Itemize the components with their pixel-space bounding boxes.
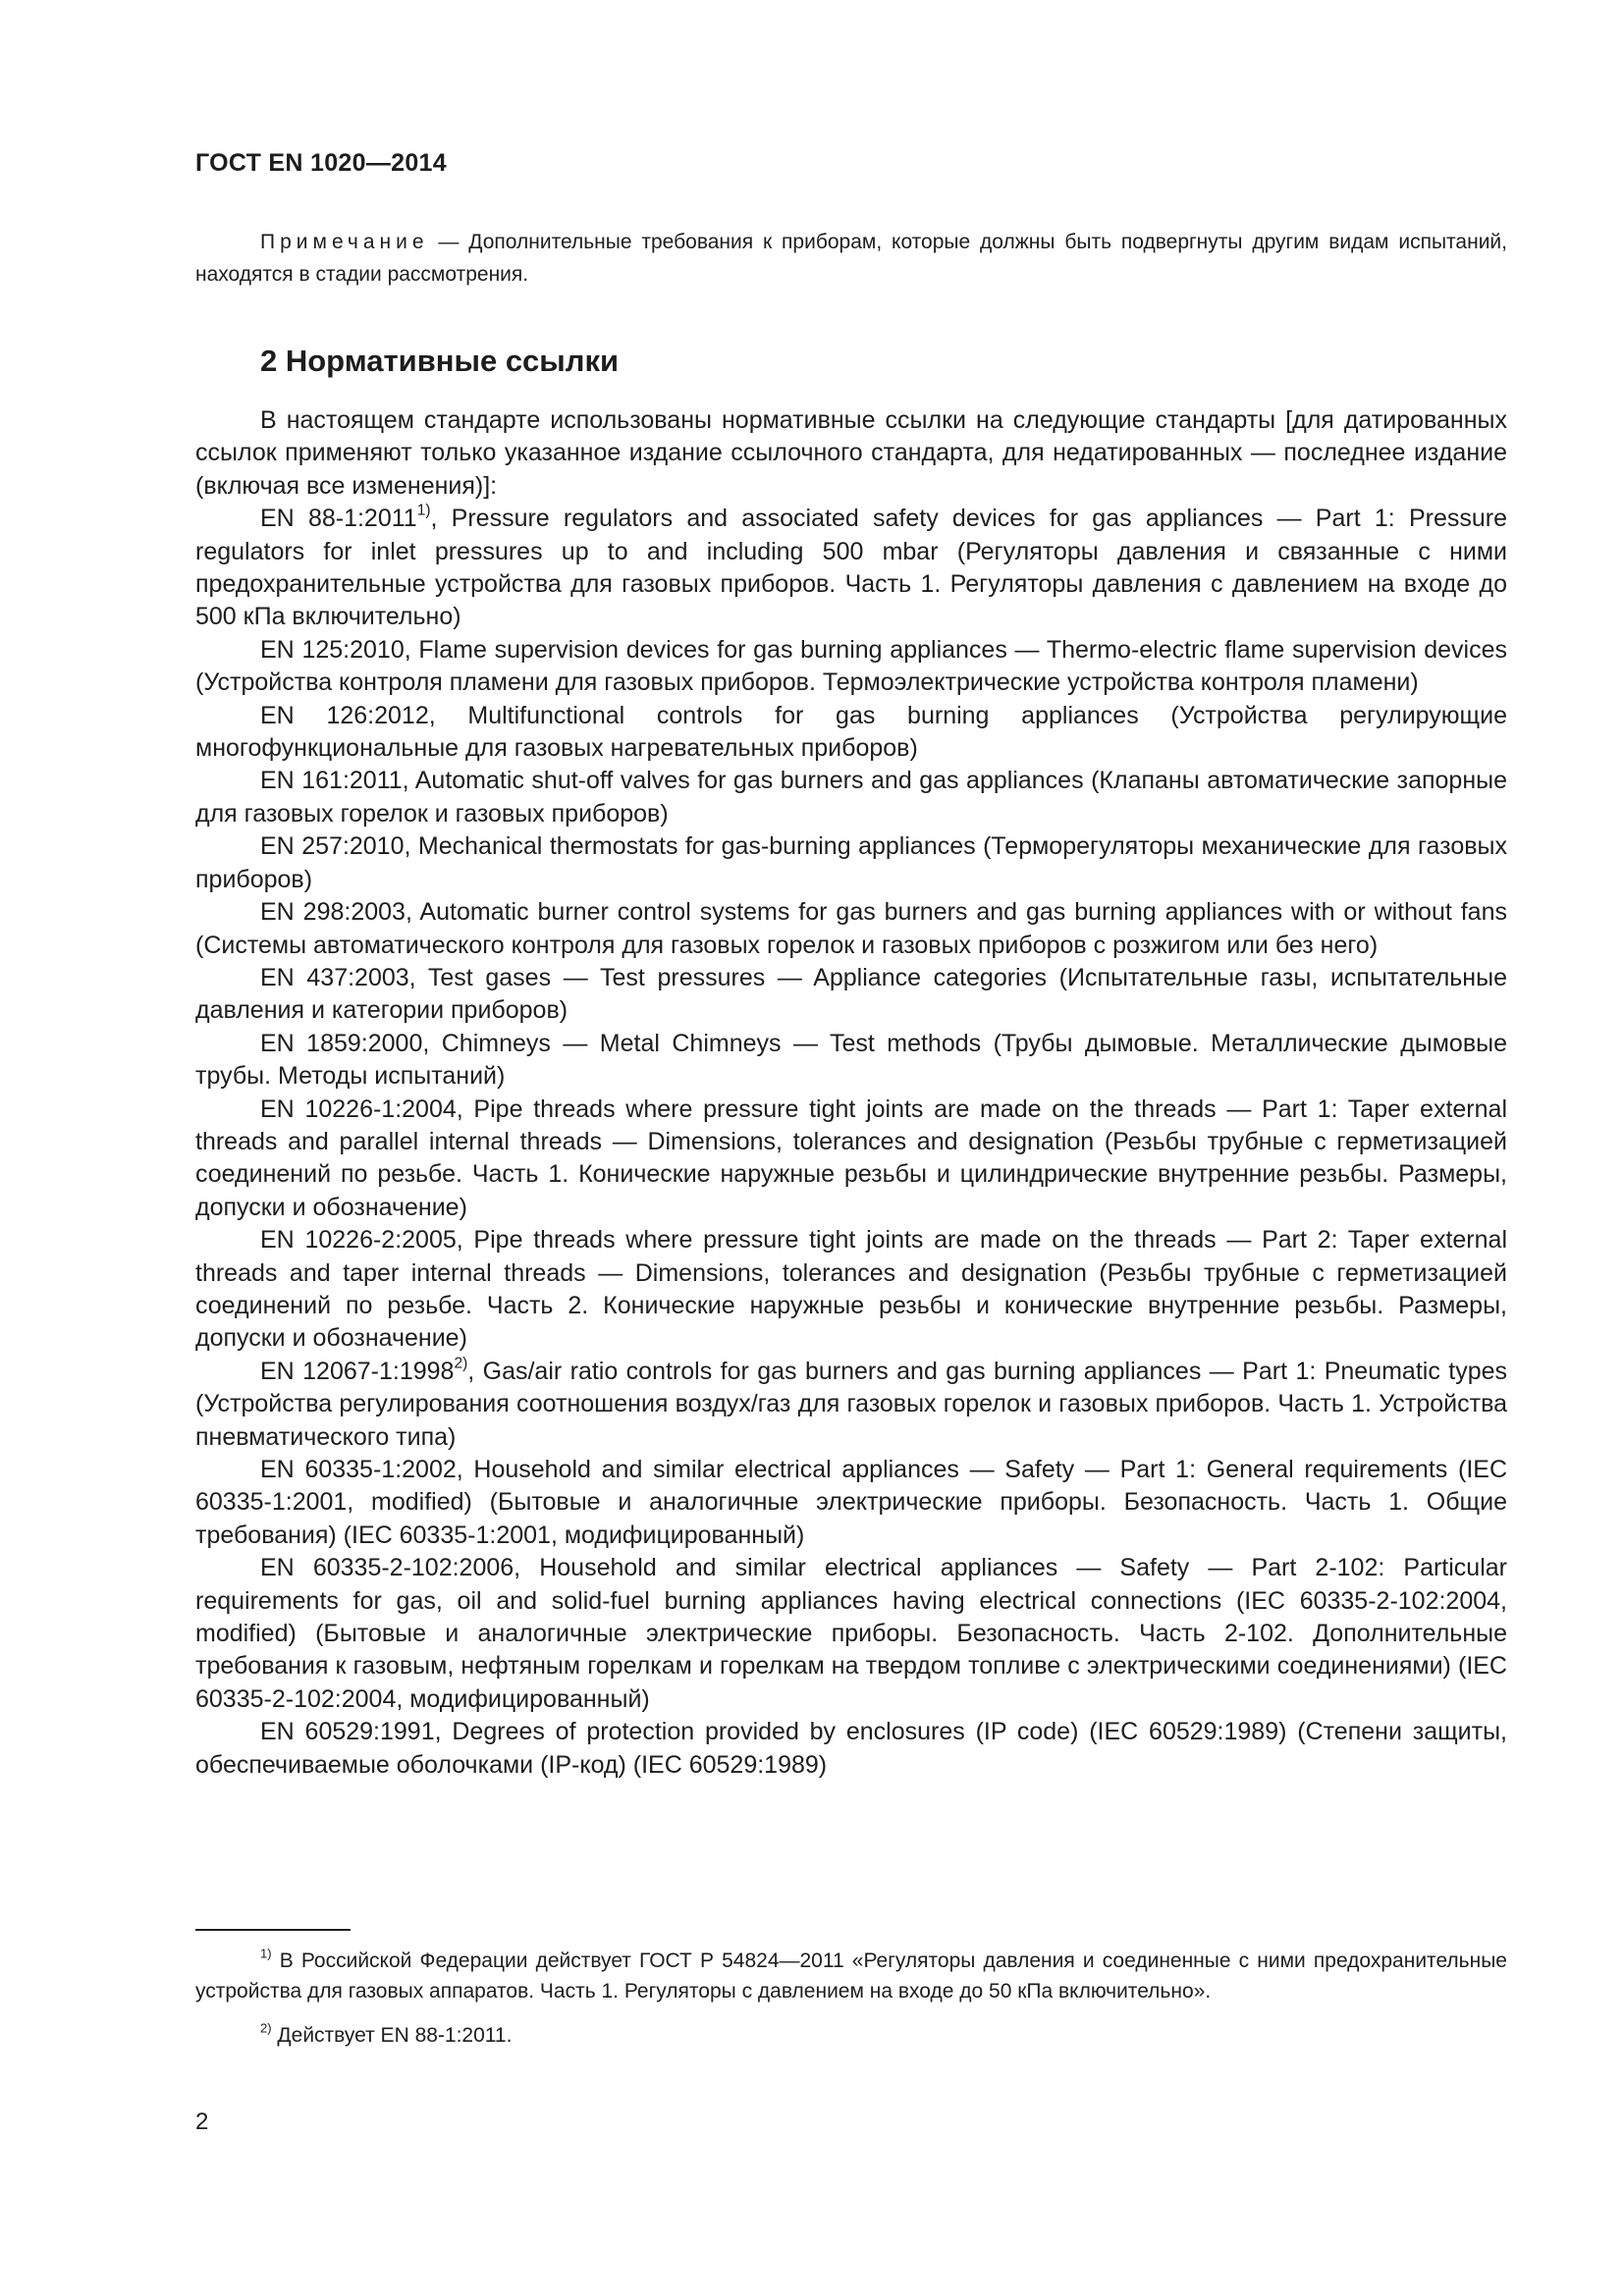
reference-code: EN 10226-2:2005 [260,1226,457,1255]
reference-item [195,1716,1507,1782]
reference-text: , Test gases — Test pressures — Appliance categories (Испытательные газы, испытательные давления и категории приборов) [195,963,1507,1025]
reference-code: EN 60335-1:2002 [260,1456,457,1483]
reference-text: , Household and similar electrical appliances — Safety — Part 1: General requirements (IEC 60335-1:2001, modified) (Бытовые и аналогичные электрические приборы. Безопасность. Часть 1. Общие требования) (IEC 60335-1:2001, модифицированный) [195,1456,1507,1549]
footnote-text: В Российской Федерации действует ГОСТ Р 54824—2011 «Регуляторы давления и соединенные с ними предохранительные устройства для газовых аппаратов. Часть 1. Регуляторы с давлением на входе до 50 кПа включительно». [195,1949,1507,2002]
reference-text: , Mechanical thermostats for gas-burning appliances (Терморегуляторы механические для газовых приборов) [195,832,1507,893]
reference-text: , Automatic shut-off valves for gas burners and gas appliances (Клапаны автоматические запорные для газовых горелок и газовых приборов) [195,767,1508,828]
footnote-ref: 1) [416,502,431,519]
reference-text: , Pipe threads where pressure tight joints are made on the threads — Part 2: Taper external threads and taper internal threads — Dimensions, tolerances and designation (Резьбы трубные с герметизацией соединений по резьбе. Часть 2. Конические наружные резьбы и конические внутренние резьбы. Размеры, допуски и обозначение) [195,1226,1507,1353]
reference-item [195,1454,1507,1552]
reference-code: EN 125:2010 [260,635,405,664]
reference-text: , Degrees of protection provided by enclosures (IP code) (IEC 60529:1989) (Степени защиты, обеспечиваемые оболочками (IP-код) (IEC 60529:1989) [195,1718,1507,1779]
reference-item [195,830,1507,896]
reference-code: EN 10226-1:2004 [260,1095,457,1123]
reference-text: , Multifunctional controls for gas burning appliances (Устройства регулирующие многофункциональные для газовых нагревательных приборов) [195,701,1507,763]
reference-code: EN 298:2003 [260,898,406,927]
footnote-item [195,1946,1507,2006]
reference-item [195,1028,1507,1094]
reference-code: EN 60529:1991 [260,1718,435,1746]
reference-item [195,1224,1507,1356]
reference-code: EN 257:2010 [260,832,405,861]
footnote-ref: 2) [454,1355,468,1372]
reference-text: , Automatic burner control systems for gas burners and gas burning appliances with or without fans (Системы автоматического контроля для газовых горелок и газовых приборов с розжигом или без него) [195,898,1507,959]
reference-text: , Gas/air ratio controls for gas burners and gas burning appliances — Part 1: Pneumatic types (Устройства регулирования соотношения воздух/газ для газовых горелок и газовых приборов. Часть 1. Устройства пневматического типа) [195,1357,1508,1451]
footnotes [195,1946,1507,2064]
reference-item [195,896,1507,962]
reference-text: , Pressure regulators and associated safety devices for gas appliances — Part 1: Pressure regulators for inlet pressures up to and including 500 mbar (Регуляторы давления и связанные с ними предохранительные устройства для газовых приборов. Часть 1. Регуляторы давления с давлением на входе до 500 кПа включительно) [195,505,1507,631]
reference-item [195,1094,1507,1225]
reference-item [195,962,1507,1028]
reference-text: , Household and similar electrical appliances — Safety — Part 2-102: Particular requirements for gas, oil and solid-fuel burning appliances having electrical connections (IEC 60335-2-102:2004, modified) (Бытовые и аналогичные электрические приборы. Безопасность. Часть 2-102. Дополнительные требования к газовым, нефтяным горелкам и горелкам на твердом топливе с электрическими соединениями) (IEC 60335-2-102:2004, модифицированный) [195,1554,1507,1713]
reference-text: , Flame supervision devices for gas burning appliances — Thermo-electric flame supervision devices (Устройства контроля пламени для газовых приборов. Термоэлектрические устройства контроля пламени) [195,635,1507,697]
footnote-text: Действует EN 88-1:2011. [271,2024,513,2047]
reference-code: EN 437:2003 [260,963,409,991]
reference-item [195,503,1507,634]
intro-paragraph: В настоящем стандарте использованы нормативные ссылки на следующие стандарты [для датированных ссылок применяют только указанное издание ссылочного стандарта, для недатированных — последнее издание (включая все изменения)]: [195,406,1507,500]
note-label: Примечание [260,231,429,253]
note-text: — Дополнительные требования к приборам, которые должны быть подвергнуты другим видам испытаний, находятся в стадии рассмотрения. [195,231,1507,286]
note-block [195,226,1507,291]
footnote-divider [195,1929,351,1931]
document-header: ГОСТ EN 1020—2014 [195,149,447,177]
reference-text: , Pipe threads where pressure tight joints are made on the threads — Part 1: Taper external threads and parallel internal threads — Dimensions, tolerances and designation (Резьбы трубные с герметизацией соединений по резьбе. Часть 1. Конические наружные резьбы и цилиндрические внутренние резьбы. Размеры, допуски и обозначение) [195,1095,1507,1221]
reference-code: EN 126:2012 [260,701,429,729]
reference-item [195,1356,1507,1454]
references-body [195,404,1507,1782]
footnote-item [195,2020,1507,2051]
reference-text: , Chimneys — Metal Chimneys — Test methods (Трубы дымовые. Металлические дымовые трубы. Методы испытаний) [195,1029,1507,1091]
reference-item [195,1552,1507,1716]
reference-code: EN 60335-2-102:2006 [260,1554,514,1582]
footnote-mark: 1) [260,1946,272,1961]
reference-item [195,765,1507,830]
reference-code: EN 88-1:2011 [260,505,417,533]
footnote-mark: 2) [260,2020,272,2036]
reference-code: EN 1859:2000 [260,1029,423,1057]
reference-item [195,634,1507,700]
reference-item [195,700,1507,766]
reference-code: EN 161:2011 [260,767,403,795]
section-title: 2 Нормативные ссылки [260,344,620,378]
reference-code: EN 12067-1:1998 [260,1357,455,1385]
page-number: 2 [195,2109,209,2135]
